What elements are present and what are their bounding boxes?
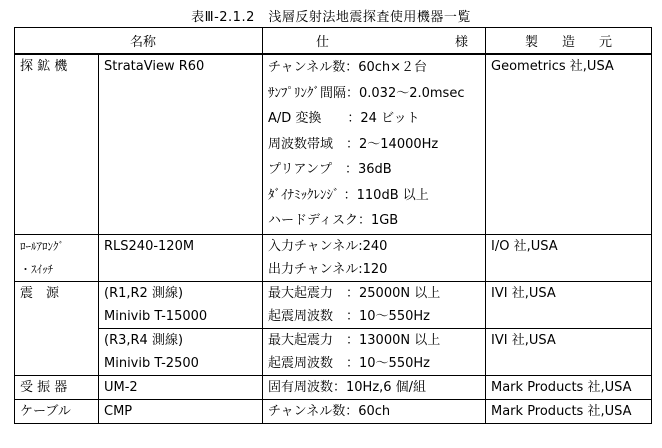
model-line: Minivib T-15000 — [104, 308, 208, 324]
model-cell: StrataView R60 — [99, 54, 263, 234]
spec-line: 周波数帯域 ：2～14000Hz — [268, 136, 439, 152]
spec-line: 起震周波数 ：10～550Hz — [268, 355, 430, 371]
maker-cell: IVI 社,USA — [486, 328, 652, 375]
header-name — [15, 28, 263, 55]
table-row — [15, 399, 652, 423]
table-caption: 表Ⅲ-2.1.2 浅層反射法地震探査使用機器一覧 — [191, 10, 471, 25]
category-cell: 震 源 — [15, 281, 99, 375]
model-cell: UM-2 — [99, 375, 263, 399]
category-cell: 探 鉱 機 — [15, 54, 99, 234]
spec-line: 入力チャンネル:240 — [268, 238, 388, 254]
header-spec-char: 仕 — [316, 35, 330, 50]
spec-line: 最大起震力 ：25000N 以上 — [268, 285, 441, 301]
header-spec — [263, 28, 486, 55]
spec-cell — [263, 234, 486, 281]
table-row — [15, 54, 652, 234]
table-row — [15, 375, 652, 399]
spec-line: A/D 変換 ：24 ビット — [268, 111, 420, 126]
header-maker-char: 製 — [524, 35, 538, 50]
model-line: (R1,R2 測線) — [104, 285, 184, 301]
spec-line: 最大起震力 ：13000N 以上 — [268, 332, 441, 348]
spec-line: ｻﾝﾌﾟﾘﾝｸﾞ間隔：0.032～2.0msec — [268, 85, 465, 101]
model-cell: CMP — [99, 399, 263, 423]
model-cell — [99, 281, 263, 328]
spec-line: ハードディスク：1GB — [268, 213, 399, 228]
maker-cell: Mark Products 社,USA — [486, 399, 652, 423]
header-maker-char: 造 — [561, 35, 575, 50]
table-row — [15, 328, 652, 375]
spec-line: チャンネル数：60ch — [268, 403, 391, 419]
spec-cell — [263, 328, 486, 375]
category-cell: 受 振 器 — [15, 375, 99, 399]
maker-cell: I/O 社,USA — [486, 234, 652, 281]
header-name-char: 名 — [130, 35, 144, 50]
spec-line: 出力チャンネル:120 — [268, 261, 388, 277]
header-maker — [486, 28, 652, 55]
table-row — [15, 281, 652, 328]
table-row — [15, 234, 652, 281]
header-name-char: 称 — [143, 35, 157, 50]
maker-cell: Mark Products 社,USA — [486, 375, 652, 399]
spec-line: ﾀﾞｲﾅﾐｯｸﾚﾝｼﾞ ：110dB 以上 — [268, 187, 429, 203]
spec-cell — [263, 54, 486, 234]
model-line: (R3,R4 測線) — [104, 332, 184, 348]
header-spec-char: 様 — [454, 35, 468, 50]
spec-cell — [263, 375, 486, 399]
maker-cell: Geometrics 社,USA — [486, 54, 652, 234]
model-line: Minivib T-2500 — [104, 355, 199, 371]
spec-cell — [263, 399, 486, 423]
model-cell — [99, 328, 263, 375]
model-cell: RLS240-120M — [99, 234, 263, 281]
spec-line: プリアンプ ：36dB — [268, 162, 392, 177]
spec-line: 起震周波数 ：10～550Hz — [268, 308, 430, 324]
spec-line: 固有周波数：10Hz,6 個/組 — [268, 379, 427, 395]
equipment-table — [14, 27, 652, 424]
header-row — [15, 28, 652, 55]
maker-cell: IVI 社,USA — [486, 281, 652, 328]
header-maker-char: 元 — [598, 35, 612, 50]
spec-cell — [263, 281, 486, 328]
category-line: ﾛｰﾙｱﾛﾝｸﾞ — [20, 239, 64, 253]
category-cell: ケーブル — [15, 399, 99, 423]
spec-line: チャンネル数：60ch×２台 — [268, 60, 428, 75]
category-line: ・ｽｲｯﾁ — [20, 262, 53, 276]
category-cell — [15, 234, 99, 281]
